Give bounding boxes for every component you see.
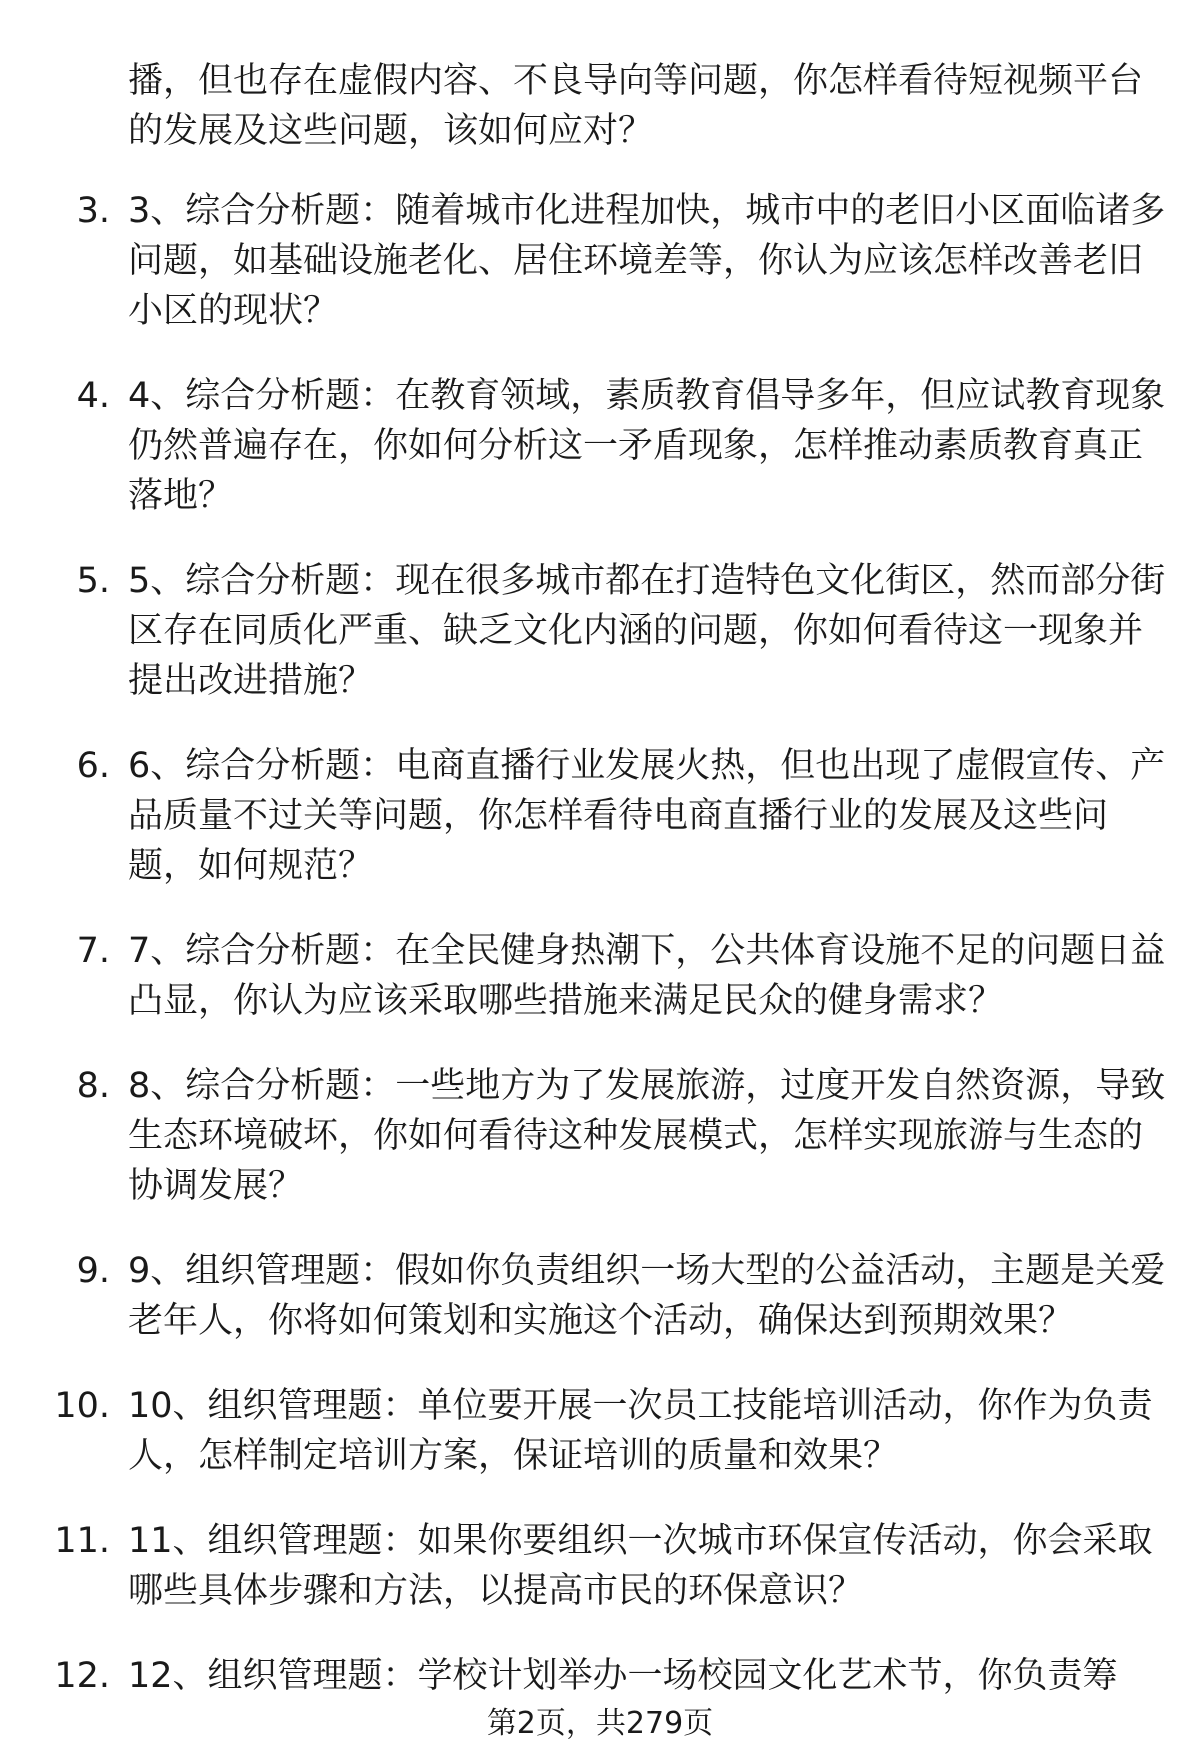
question-number: 11. [54,1521,110,1561]
question-text: 4、综合分析题：在教育领域，素质教育倡导多年，但应试教育现象仍然普遍存在，你如何分析这一矛盾现象，怎样推动素质教育真正落地？ [128,376,1166,516]
question-number: 7. [76,931,110,971]
question-number: 5. [76,561,110,601]
question-number: 3. [76,191,110,231]
list-item [0,1061,1200,1211]
question-text: 6、综合分析题：电商直播行业发展火热，但也出现了虚假宣传、产品质量不过关等问题，你怎样看待电商直播行业的发展及这些问题，如何规范？ [128,746,1166,886]
question-text: 9、组织管理题：假如你负责组织一场大型的公益活动，主题是关爱老年人，你将如何策划和实施这个活动，确保达到预期效果？ [128,1251,1166,1341]
question-text: 8、综合分析题：一些地方为了发展旅游，过度开发自然资源，导致生态环境破坏，你如何看待这种发展模式，怎样实现旅游与生态的协调发展？ [128,1066,1166,1206]
list-item [0,186,1200,336]
question-number: 12. [54,1656,110,1696]
question-number: 6. [76,746,110,786]
question-text: 12、组织管理题：学校计划举办一场校园文化艺术节，你负责筹 [128,1656,1118,1696]
list-item [0,926,1200,1026]
question-number: 4. [76,376,110,416]
question-text: 5、综合分析题：现在很多城市都在打造特色文化街区，然而部分街区存在同质化严重、缺乏文化内涵的问题，你如何看待这一现象并提出改进措施？ [128,561,1166,701]
question-number: 8. [76,1066,110,1106]
question-number: 9. [76,1251,110,1291]
list-item [0,1246,1200,1346]
question-text: 11、组织管理题：如果你要组织一次城市环保宣传活动，你会采取哪些具体步骤和方法，以提高市民的环保意识？ [128,1521,1153,1611]
question-text: 10、组织管理题：单位要开展一次员工技能培训活动，你作为负责人，怎样制定培训方案，保证培训的质量和效果？ [128,1386,1153,1476]
list-item [0,1516,1200,1616]
list-item [0,1381,1200,1481]
list-item [0,556,1200,706]
question-text: 3、综合分析题：随着城市化进程加快，城市中的老旧小区面临诸多问题，如基础设施老化、居住环境差等，你认为应该怎样改善老旧小区的现状？ [128,191,1166,331]
question-number: 10. [54,1386,110,1426]
list-item [0,1651,1200,1701]
page-number-footer: 第2页，共279页 [486,1706,714,1741]
question-text: 7、综合分析题：在全民健身热潮下，公共体育设施不足的问题日益凸显，你认为应该采取哪些措施来满足民众的健身需求？ [128,931,1166,1021]
list-item [0,371,1200,521]
continuation-text: 播，但也存在虚假内容、不良导向等问题，你怎样看待短视频平台的发展及这些问题，该如何应对？ [128,61,1144,151]
list-item [0,741,1200,891]
question-list [0,186,1200,1736]
